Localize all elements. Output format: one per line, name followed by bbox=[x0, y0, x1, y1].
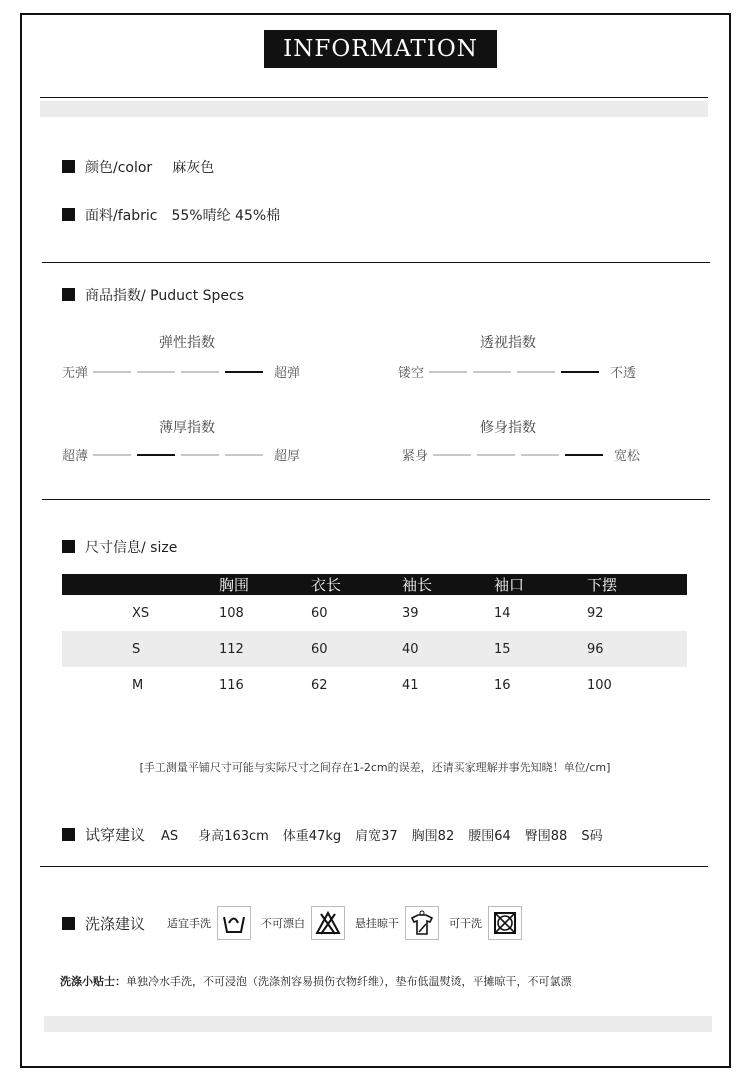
hand-wash-icon bbox=[217, 906, 251, 940]
column-header: 下摆 bbox=[587, 574, 687, 595]
scale-segment bbox=[93, 371, 131, 373]
table-row bbox=[62, 667, 687, 703]
table-header bbox=[62, 574, 687, 595]
spec-scale bbox=[402, 445, 640, 464]
fit-value: 臀围88 bbox=[524, 829, 568, 844]
color-value: 麻灰色 bbox=[172, 160, 215, 176]
care-no-bleach bbox=[261, 906, 345, 940]
column-header: 衣长 bbox=[311, 574, 402, 595]
table-cell: 60 bbox=[311, 631, 402, 667]
spec-title: 薄厚指数 bbox=[159, 420, 215, 436]
spec-scale bbox=[398, 362, 636, 381]
scale-segment bbox=[477, 454, 515, 456]
scale-segment bbox=[225, 371, 263, 373]
specs-heading bbox=[62, 285, 244, 305]
spec-title: 透视指数 bbox=[480, 335, 536, 351]
table-cell: 108 bbox=[219, 605, 244, 621]
scale-segment bbox=[561, 371, 599, 373]
size-heading-text: 尺寸信息/ size bbox=[85, 540, 178, 556]
bullet-icon bbox=[62, 917, 75, 930]
table-cell: 100 bbox=[587, 677, 612, 693]
no-bleach-icon bbox=[311, 906, 345, 940]
wash-tip bbox=[60, 973, 572, 989]
table-row bbox=[62, 595, 687, 631]
scale-segment bbox=[181, 454, 219, 456]
table-cell: 14 bbox=[494, 605, 511, 621]
fit-value: 肩宽37 bbox=[355, 829, 398, 844]
care-dry-clean bbox=[449, 906, 522, 940]
table-cell: 60 bbox=[311, 605, 328, 621]
bullet-icon bbox=[62, 160, 75, 173]
care-label: 可干洗 bbox=[449, 917, 483, 930]
table-cell: XS bbox=[132, 605, 150, 621]
grey-band bbox=[40, 101, 708, 117]
fit-row bbox=[62, 824, 617, 845]
fit-value: 身高163cm bbox=[198, 829, 269, 844]
table-cell: 15 bbox=[494, 631, 587, 667]
specs-heading-text: 商品指数/ Puduct Specs bbox=[85, 288, 245, 304]
scale-max-label: 超厚 bbox=[274, 449, 301, 464]
size-note: [手工测量平铺尺寸可能与实际尺寸之间存在1-2cm的误差，还请买家理解并事先知晓！单位/cm] bbox=[139, 761, 611, 774]
care-hand-wash bbox=[167, 906, 251, 940]
column-header bbox=[62, 574, 219, 595]
scale-segment bbox=[181, 371, 219, 373]
table-cell: 112 bbox=[219, 631, 311, 667]
divider bbox=[40, 866, 708, 867]
wash-row bbox=[62, 906, 532, 940]
scale-max-label: 超弹 bbox=[274, 366, 301, 381]
fit-value: S码 bbox=[581, 829, 603, 844]
table-cell: M bbox=[132, 677, 144, 693]
fit-value: 腰围64 bbox=[468, 829, 511, 844]
fit-value: 胸围82 bbox=[411, 829, 455, 844]
divider bbox=[40, 97, 708, 98]
scale-segment bbox=[517, 371, 555, 373]
scale-min-label: 无弹 bbox=[62, 366, 89, 381]
scale-segment bbox=[429, 371, 467, 373]
scale-segment bbox=[473, 371, 511, 373]
fabric-row bbox=[62, 205, 280, 225]
column-header: 袖口 bbox=[494, 574, 587, 595]
table-row bbox=[62, 631, 687, 667]
scale-segment bbox=[93, 454, 131, 456]
scale-min-label: 超薄 bbox=[62, 449, 89, 464]
scale-max-label: 不透 bbox=[610, 366, 637, 381]
scale-segment bbox=[137, 454, 175, 456]
spec-title: 弹性指数 bbox=[159, 335, 215, 351]
color-label: 颜色/color bbox=[85, 160, 153, 176]
bullet-icon bbox=[62, 828, 75, 841]
table-cell: 40 bbox=[402, 631, 494, 667]
fit-value: 体重47kg bbox=[282, 829, 342, 844]
scale-max-label: 宽松 bbox=[614, 449, 641, 464]
care-hang-dry bbox=[355, 906, 439, 940]
spec-scale bbox=[62, 445, 300, 464]
column-header: 袖长 bbox=[402, 574, 494, 595]
table-cell: 62 bbox=[311, 677, 328, 693]
column-header: 胸围 bbox=[219, 574, 311, 595]
page-title: INFORMATION bbox=[264, 30, 497, 68]
divider bbox=[42, 262, 710, 263]
bullet-icon bbox=[62, 288, 75, 301]
tip-text: 单独冷水手洗，不可浸泡（洗涤剂容易损伤衣物纤维），垫布低温熨烫，平摊晾干，不可氯漂 bbox=[126, 975, 572, 988]
scale-segment bbox=[521, 454, 559, 456]
scale-segment bbox=[433, 454, 471, 456]
divider bbox=[42, 499, 710, 500]
fabric-label: 面料/fabric bbox=[85, 208, 158, 224]
scale-min-label: 紧身 bbox=[402, 449, 429, 464]
hang-dry-icon bbox=[405, 906, 439, 940]
table-cell: 16 bbox=[494, 677, 511, 693]
size-heading bbox=[62, 537, 177, 557]
table-cell: 39 bbox=[402, 605, 419, 621]
scale-segment bbox=[137, 371, 175, 373]
grey-band bbox=[44, 1016, 712, 1032]
scale-segment bbox=[225, 454, 263, 456]
table-cell: S bbox=[62, 631, 219, 667]
table-cell: 41 bbox=[402, 677, 419, 693]
table-cell: 96 bbox=[587, 631, 687, 667]
care-label: 不可漂白 bbox=[261, 917, 306, 930]
tip-label: 洗涤小贴士： bbox=[60, 975, 126, 988]
bullet-icon bbox=[62, 540, 75, 553]
wash-label: 洗涤建议 bbox=[85, 914, 146, 933]
color-row bbox=[62, 157, 214, 177]
table-cell: 92 bbox=[587, 605, 604, 621]
care-label: 适宜手洗 bbox=[167, 917, 212, 930]
table-cell: 116 bbox=[219, 677, 244, 693]
scale-segment bbox=[565, 454, 603, 456]
bullet-icon bbox=[62, 208, 75, 221]
size-table bbox=[62, 574, 687, 703]
fit-label: 试穿建议 bbox=[85, 826, 146, 844]
fabric-value: 55%晴纶 45%棉 bbox=[171, 208, 281, 224]
fit-value: AS bbox=[161, 829, 179, 844]
scale-min-label: 镂空 bbox=[398, 366, 425, 381]
dry-clean-icon bbox=[488, 906, 522, 940]
spec-scale bbox=[62, 362, 300, 381]
spec-title: 修身指数 bbox=[480, 420, 536, 436]
care-label: 悬挂晾干 bbox=[355, 917, 400, 930]
